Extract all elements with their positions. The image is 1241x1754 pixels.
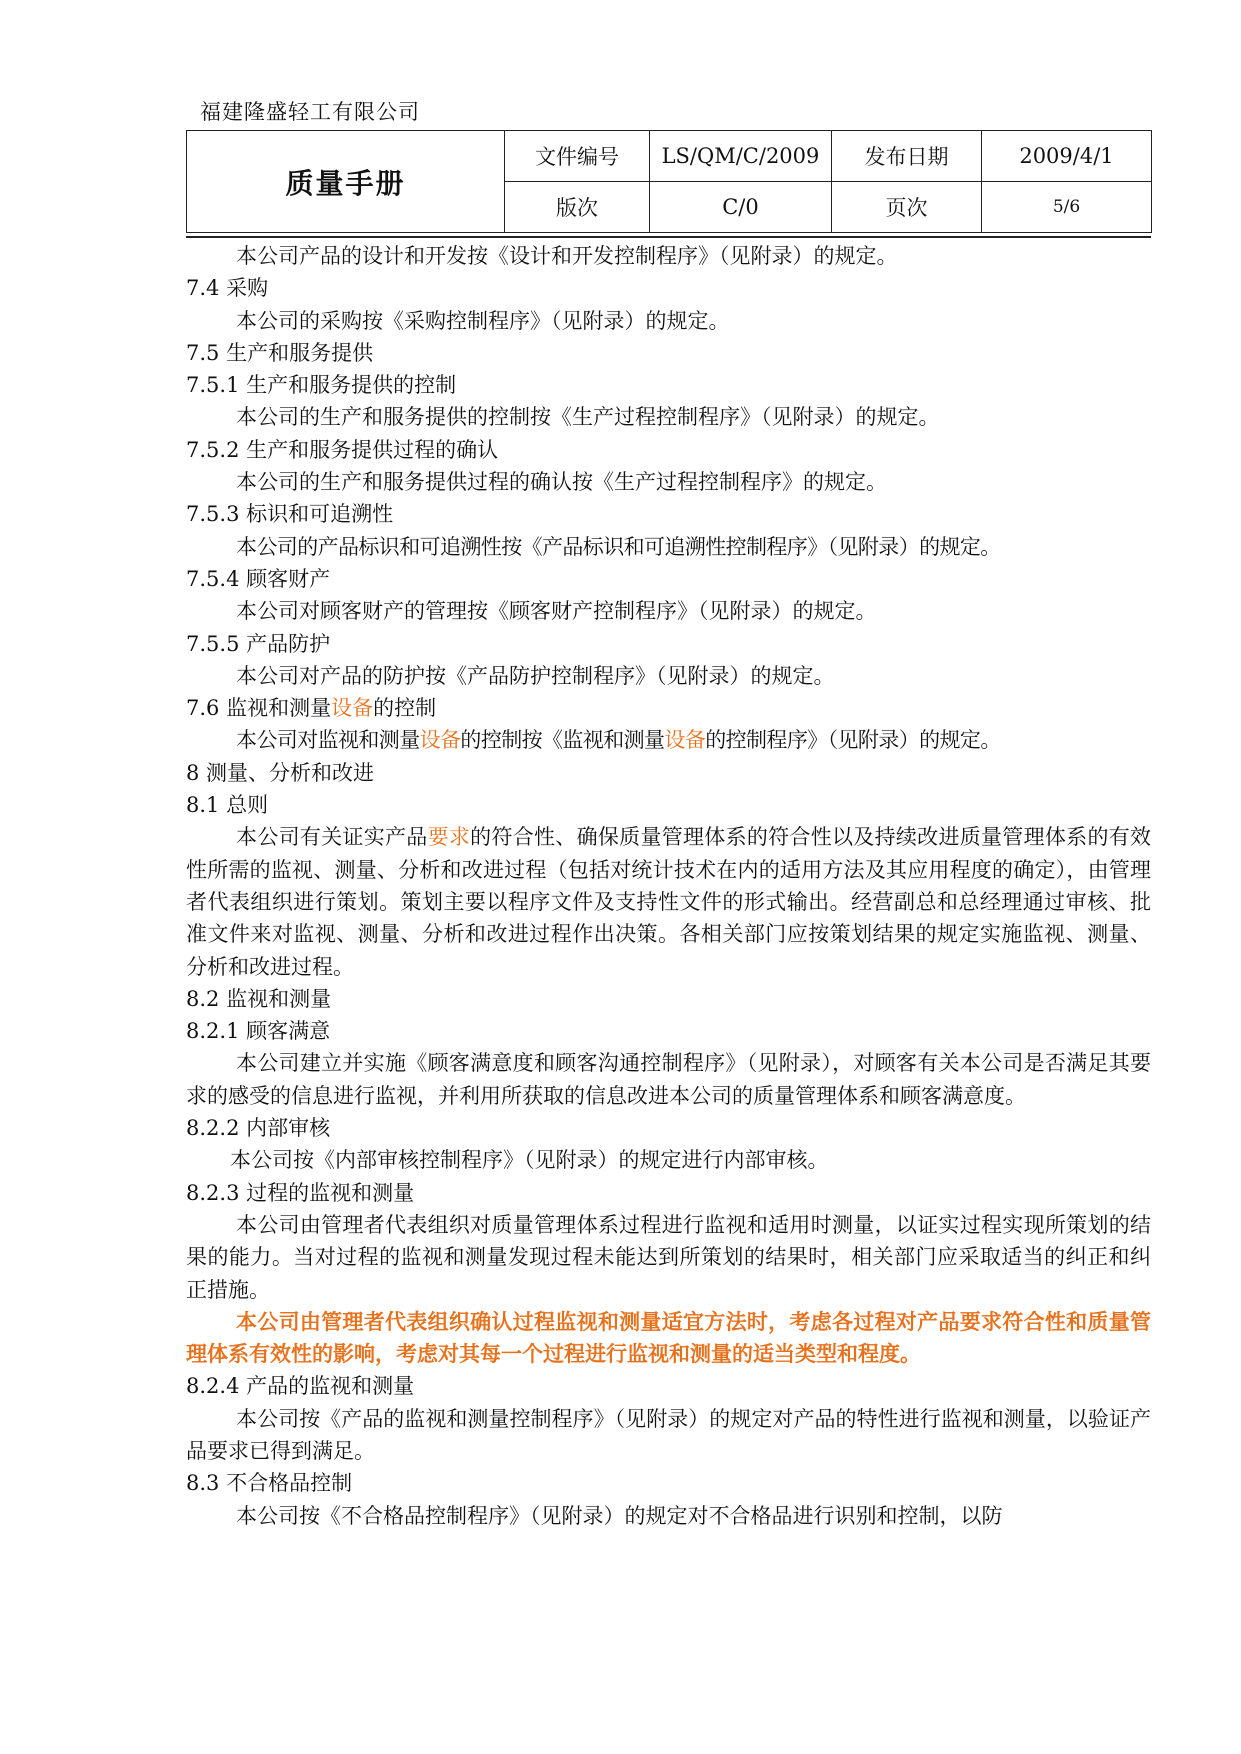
page-label: 页次 — [832, 182, 982, 233]
section-heading: 7.5.2 生产和服务提供过程的确认 — [186, 437, 499, 462]
company-name: 福建隆盛轻工有限公司 — [200, 100, 420, 124]
document-header-table — [186, 130, 1152, 233]
highlighted-text: 设备 — [331, 696, 374, 721]
doc-number-value: LS/QM/C/2009 — [650, 131, 832, 182]
highlighted-text: 要求 — [427, 825, 471, 850]
paragraph-text: 本公司有关证实产品 — [236, 825, 428, 850]
header-divider — [186, 236, 1151, 238]
paragraph: 本公司按《产品的监视和测量控制程序》（见附录）的规定对产品的特性进行监视和测量，以验证产品要求已得到满足。 — [186, 1406, 1151, 1463]
paragraph-text: 的控制按《监视和测量 — [460, 728, 665, 753]
section-heading: 8.2.3 过程的监视和测量 — [186, 1180, 415, 1205]
highlighted-text: 设备 — [419, 728, 461, 753]
section-heading: 8.1 总则 — [186, 793, 269, 818]
paragraph: 本公司按《内部审核控制程序》（见附录）的规定进行内部审核。 — [230, 1148, 829, 1173]
version-value: C/0 — [650, 182, 832, 233]
paragraph: 本公司对顾客财产的管理按《顾客财产控制程序》（见附录）的规定。 — [236, 599, 877, 624]
section-heading: 7.5.5 产品防护 — [186, 631, 331, 656]
paragraph: 本公司由管理者代表组织对质量管理体系过程进行监视和适用时测量，以证实过程实现所策划的结果的能力。当对过程的监视和测量发现过程未能达到所策划的结果时，相关部门应采取适当的纠正和纠正措施。 — [186, 1212, 1151, 1302]
issue-date-value: 2009/4/1 — [982, 131, 1152, 182]
paragraph: 本公司的生产和服务提供过程的确认按《生产过程控制程序》的规定。 — [236, 470, 887, 495]
heading-text: 的控制 — [373, 696, 437, 721]
paragraph-text: 的符合性、确保质量管理体系的符合性以及持续改进质量管理体系的有效性所需的监视、测量、分析和改进过程（包括对统计技术在内的适用方法及其应用程度的确定），由管理者代表组织进行策划。策划主要以程序文件及支持性文件的形式输出。经营副总和总经理通过审核、批准文件来对监视、测量、分析和改进过程作出决策。各相关部门应按策划结果的规定实施监视、测量、分析和改进过程。 — [186, 825, 1152, 979]
doc-number-label: 文件编号 — [505, 131, 650, 182]
section-heading: 8 测量、分析和改进 — [186, 760, 375, 785]
paragraph — [186, 724, 1151, 756]
heading-text: 7.6 监视和测量 — [186, 696, 332, 721]
paragraph: 本公司产品的设计和开发按《设计和开发控制程序》（见附录）的规定。 — [236, 244, 898, 268]
section-heading: 7.5.1 生产和服务提供的控制 — [186, 373, 457, 398]
section-heading: 8.2 监视和测量 — [186, 986, 332, 1011]
section-heading: 7.5.4 顾客财产 — [186, 566, 331, 591]
section-heading: 8.3 不合格品控制 — [186, 1471, 353, 1496]
section-heading: 7.5 生产和服务提供 — [186, 340, 374, 365]
paragraph: 本公司的采购按《采购控制程序》（见附录）的规定。 — [236, 308, 730, 333]
paragraph — [186, 821, 1151, 982]
section-heading: 8.2.4 产品的监视和测量 — [186, 1374, 415, 1399]
document-body — [186, 240, 1151, 1532]
section-heading — [186, 692, 1151, 724]
issue-date-label: 发布日期 — [832, 131, 982, 182]
paragraph: 本公司的产品标识和可追溯性按《产品标识和可追溯性控制程序》（见附录）的规定。 — [236, 534, 1001, 559]
version-label: 版次 — [505, 182, 650, 233]
highlighted-paragraph: 本公司由管理者代表组织确认过程监视和测量适宜方法时，考虑各过程对产品要求符合性和质量管理体系有效性的影响，考虑对其每一个过程进行监视和测量的适当类型和程度。 — [186, 1308, 1151, 1367]
section-heading: 7.4 采购 — [186, 276, 269, 301]
section-heading: 7.5.3 标识和可追溯性 — [186, 502, 394, 527]
section-heading: 8.2.2 内部审核 — [186, 1116, 331, 1141]
page-value: 5/6 — [982, 182, 1152, 233]
section-heading: 8.2.1 顾客满意 — [186, 1019, 331, 1044]
paragraph: 本公司建立并实施《顾客满意度和顾客沟通控制程序》（见附录），对顾客有关本公司是否满足其要求的感受的信息进行监视，并利用所获取的信息改进本公司的质量管理体系和顾客满意度。 — [186, 1051, 1151, 1108]
paragraph-text: 的控制程序》（见附录）的规定。 — [705, 728, 1001, 753]
paragraph: 本公司对产品的防护按《产品防护控制程序》（见附录）的规定。 — [236, 663, 835, 688]
paragraph: 本公司按《不合格品控制程序》（见附录）的规定对不合格品进行识别和控制，以防 — [236, 1503, 1003, 1528]
highlighted-text: 设备 — [664, 728, 706, 753]
manual-title: 质量手册 — [187, 131, 505, 233]
paragraph-text: 本公司对监视和测量 — [236, 728, 420, 753]
paragraph: 本公司的生产和服务提供的控制按《生产过程控制程序》（见附录）的规定。 — [236, 405, 940, 430]
